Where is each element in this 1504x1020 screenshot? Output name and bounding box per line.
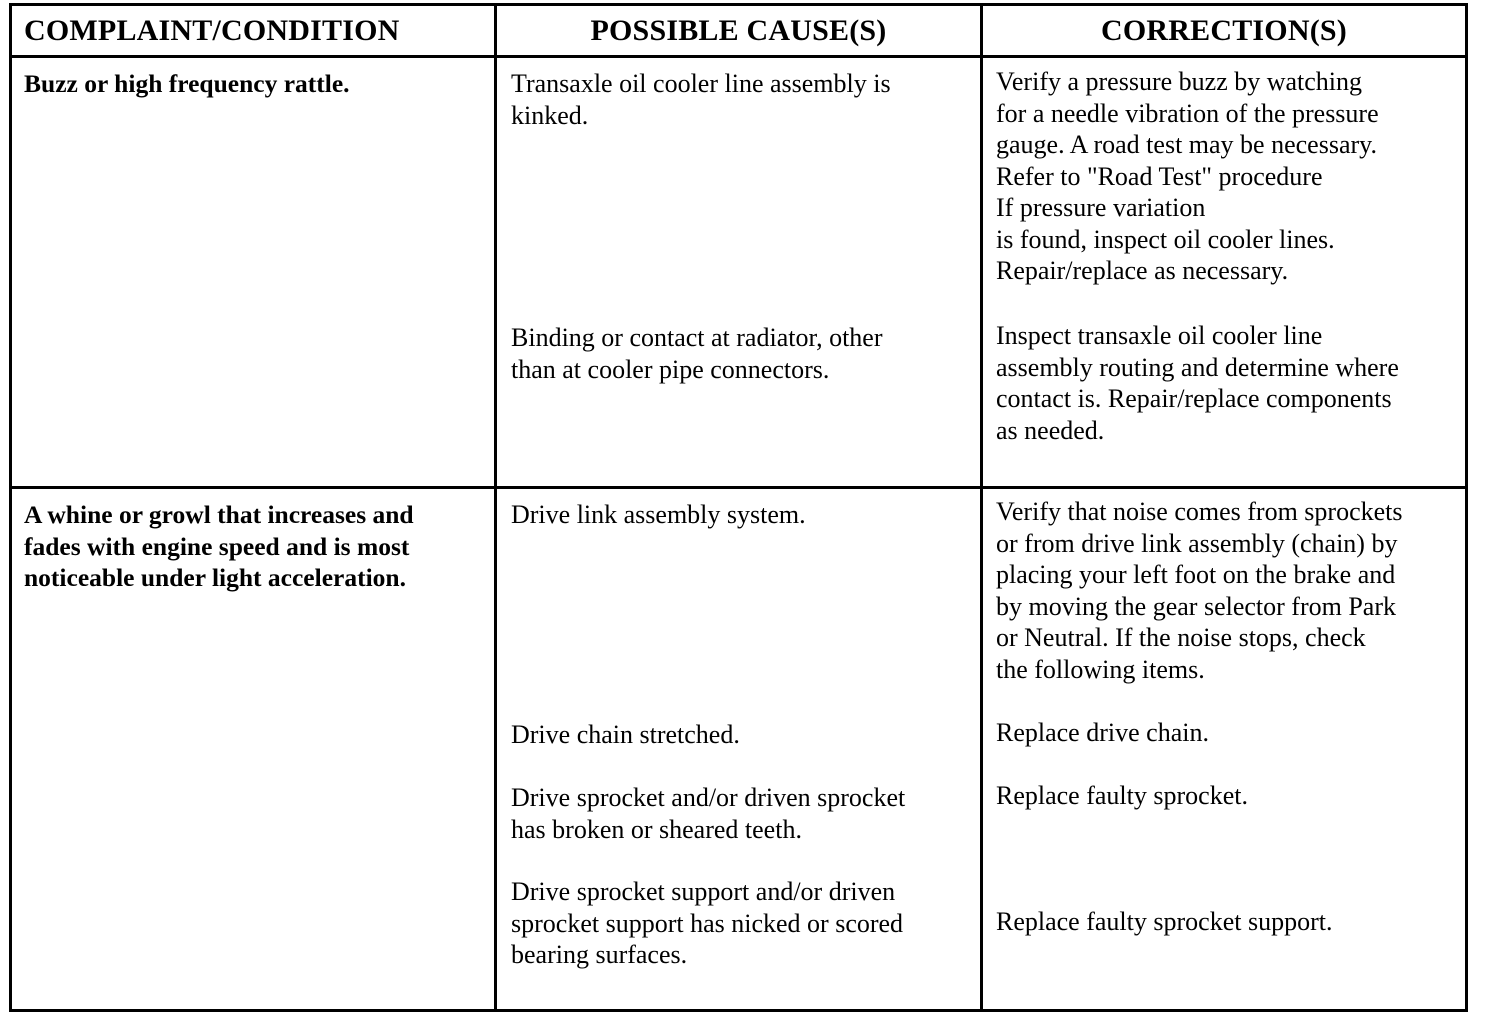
cause-sprocket-broken-teeth: Drive sprocket and/or driven sprocket has broken or sheared teeth.	[511, 783, 906, 844]
row-divider	[9, 486, 1468, 489]
cause-binding-at-radiator: Binding or contact at radiator, other than at cooler pipe connectors.	[511, 323, 883, 384]
cause-drive-chain-stretched: Drive chain stretched.	[511, 720, 740, 749]
correction-replace-faulty-sprocket: Replace faulty sprocket.	[996, 781, 1248, 810]
cause-cooler-line-kinked: Transaxle oil cooler line assembly is kinked.	[511, 69, 891, 130]
header-corrections: CORRECTION(S)	[1101, 14, 1347, 47]
complaint-whine-growl: A whine or growl that increases and fades with engine speed and is most noticeable under light acceleration.	[24, 500, 414, 592]
cause-sprocket-support-scored: Drive sprocket support and/or driven sprocket support has nicked or scored bearing surfaces.	[511, 877, 904, 969]
correction-inspect-cooler-routing: Inspect transaxle oil cooler line assembly routing and determine where contact is. Repair/replace components as needed.	[996, 321, 1399, 445]
table-bottom-border	[9, 1009, 1468, 1012]
correction-verify-pressure-buzz: Verify a pressure buzz by watching for a needle vibration of the pressure gauge. A road test may be necessary. Refer to "Road Test" procedure If pressure variation is found, inspect oil cooler lines. Repair/replace as necessary.	[996, 67, 1379, 285]
table-left-border	[9, 3, 12, 1012]
column-divider-2	[980, 3, 983, 1012]
correction-replace-sprocket-support: Replace faulty sprocket support.	[996, 907, 1333, 936]
correction-replace-drive-chain: Replace drive chain.	[996, 718, 1209, 747]
cause-drive-link-system: Drive link assembly system.	[511, 500, 806, 529]
table-right-border	[1465, 3, 1468, 1012]
header-complaint-condition: COMPLAINT/CONDITION	[24, 14, 400, 47]
header-possible-causes: POSSIBLE CAUSE(S)	[590, 14, 887, 47]
column-divider-1	[494, 3, 497, 1012]
complaint-buzz-rattle: Buzz or high frequency rattle.	[24, 69, 350, 98]
correction-verify-noise-source: Verify that noise comes from sprockets or from drive link assembly (chain) by placing your left foot on the brake and by moving the gear selector from Park or Neutral. If the noise stops, check the following items.	[996, 497, 1403, 684]
